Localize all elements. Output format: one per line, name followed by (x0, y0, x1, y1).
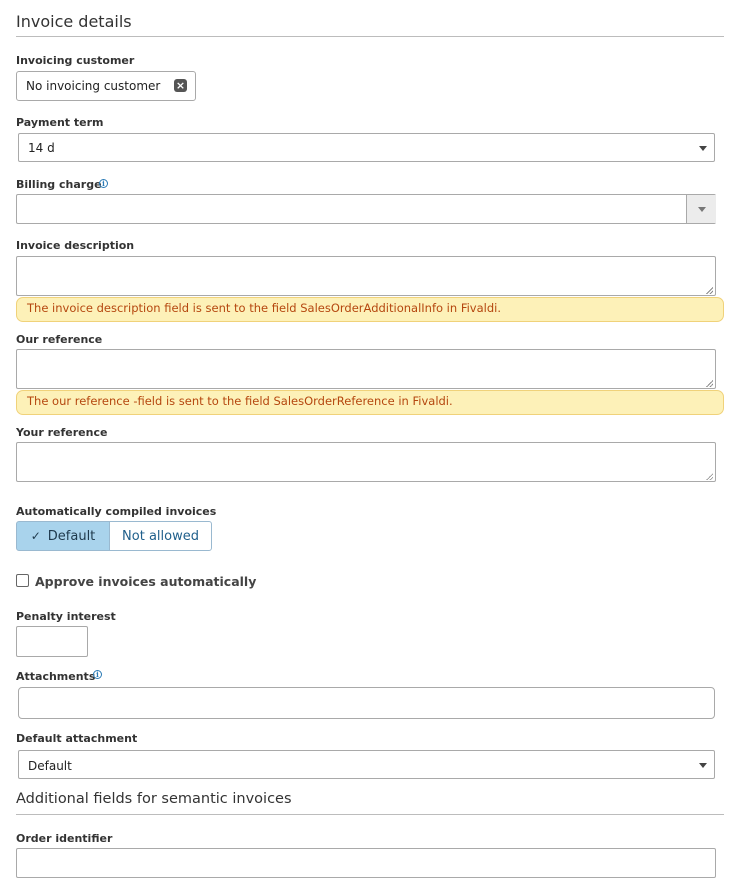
payment-term-label: Payment term (16, 116, 104, 129)
order-identifier-label: Order identifier (16, 832, 113, 845)
chevron-down-icon (699, 763, 707, 768)
segment-default-label: Default (47, 528, 96, 544)
invoice-description-label: Invoice description (16, 239, 135, 252)
clear-icon[interactable]: × (175, 79, 186, 92)
penalty-interest-label: Penalty interest (16, 610, 116, 623)
info-icon[interactable]: i (93, 670, 102, 679)
chevron-down-icon (698, 207, 706, 212)
invoice-description-textarea[interactable] (16, 256, 716, 296)
attachments-field[interactable] (18, 687, 715, 719)
our-reference-label: Our reference (16, 333, 103, 346)
our-reference-textarea[interactable] (16, 349, 716, 389)
resize-handle-icon[interactable] (706, 287, 713, 294)
invoicing-customer-label: Invoicing customer (16, 54, 135, 67)
resize-handle-icon[interactable] (706, 473, 713, 480)
default-attachment-select[interactable] (18, 750, 715, 779)
auto-compiled-label: Automatically compiled invoices (16, 505, 217, 518)
your-reference-textarea[interactable] (16, 442, 716, 482)
order-identifier-input[interactable] (16, 848, 716, 878)
chevron-down-icon (699, 146, 707, 151)
semantic-section-divider (16, 814, 724, 815)
payment-term-value: 14 d (28, 141, 55, 155)
billing-charge-select[interactable] (16, 194, 716, 224)
approve-automatically-checkbox[interactable] (16, 574, 29, 587)
section-divider (16, 36, 724, 37)
default-attachment-value: Default (28, 759, 72, 773)
payment-term-select[interactable] (18, 133, 715, 162)
segment-not-allowed-label: Not allowed (122, 528, 199, 544)
billing-charge-label: Billing charge (16, 178, 102, 191)
section-title: Invoice details (16, 12, 132, 31)
invoicing-customer-value: No invoicing customer (26, 79, 161, 93)
billing-charge-dropdown-button[interactable] (686, 195, 716, 223)
attachments-label: Attachments (16, 670, 96, 683)
invoicing-customer-field[interactable] (16, 71, 196, 101)
check-icon: ✓ (30, 529, 41, 543)
invoice-description-notice: The invoice description field is sent to the field SalesOrderAdditionalInfo in Fivaldi. (16, 297, 724, 322)
your-reference-label: Your reference (16, 426, 108, 439)
resize-handle-icon[interactable] (706, 380, 713, 387)
semantic-section-title: Additional fields for semantic invoices (16, 791, 292, 807)
default-attachment-label: Default attachment (16, 732, 138, 745)
approve-automatically-label[interactable]: Approve invoices automatically (35, 574, 257, 589)
info-icon[interactable]: i (99, 179, 108, 188)
segment-default[interactable] (16, 521, 110, 551)
penalty-interest-input[interactable] (16, 626, 88, 657)
our-reference-notice: The our reference -field is sent to the field SalesOrderReference in Fivaldi. (16, 390, 724, 415)
segment-not-allowed[interactable] (109, 521, 212, 551)
